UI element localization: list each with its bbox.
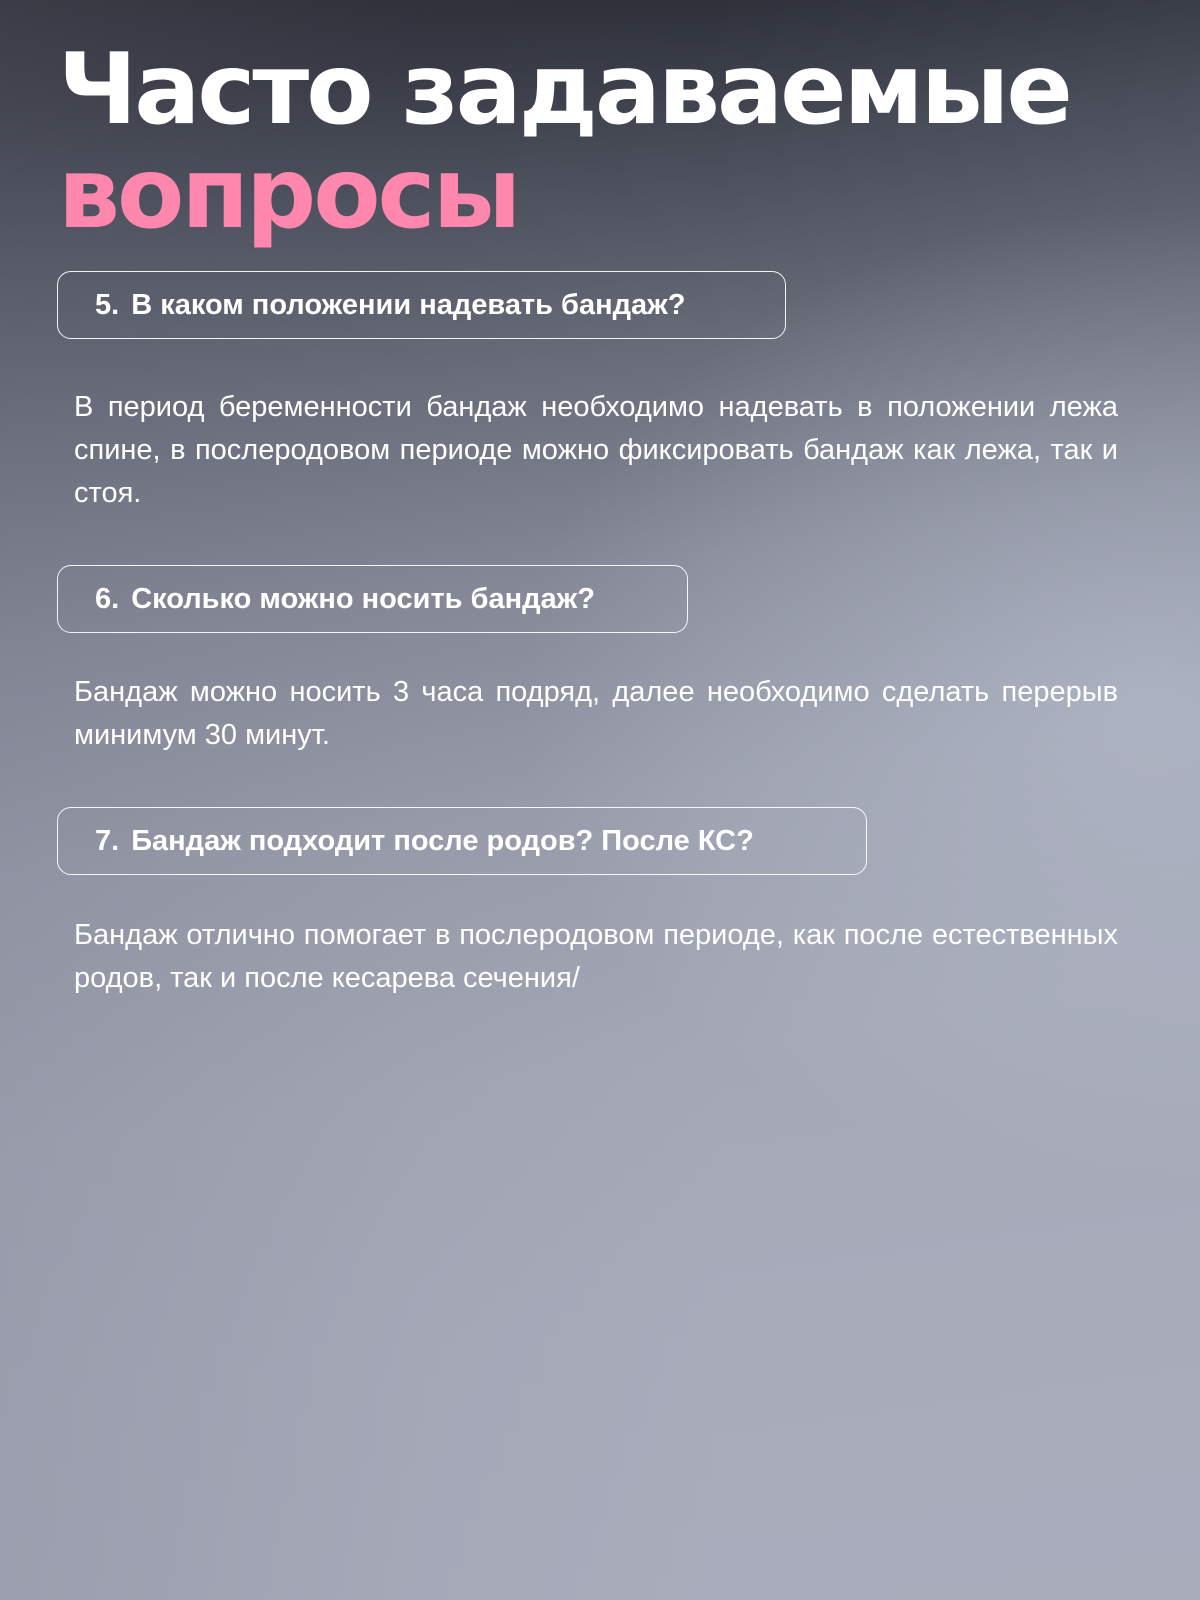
faq-question-7 [57, 807, 867, 875]
title-line-1: Часто задаваемые [58, 33, 1070, 147]
faq-answer-5: В период беременности бандаж необходимо надевать в положении лежа спине, в послеродовом периоде можно фиксировать бандаж как лежа, так и стоя. [74, 391, 1118, 509]
question-number: 7. [95, 824, 120, 857]
faq-answer-7: Бандаж отлично помогает в послеродовом периоде, как после естественных родов, так и после кесарева сечения/ [74, 919, 1118, 994]
question-number: 5. [95, 288, 120, 321]
title-line-2-accent: вопросы [58, 137, 519, 251]
question-number: 6. [95, 582, 120, 615]
page-title [58, 33, 1070, 251]
faq-question-6 [57, 565, 688, 633]
faq-answer-6: Бандаж можно носить 3 часа подряд, далее необходимо сделать перерыв минимум 30 минут. [74, 676, 1118, 751]
question-text: Бандаж подходит после родов? После КС? [131, 824, 754, 857]
question-text: Сколько можно носить бандаж? [131, 582, 595, 615]
question-text: В каком положении надевать бандаж? [131, 288, 686, 321]
faq-question-5 [57, 271, 786, 339]
